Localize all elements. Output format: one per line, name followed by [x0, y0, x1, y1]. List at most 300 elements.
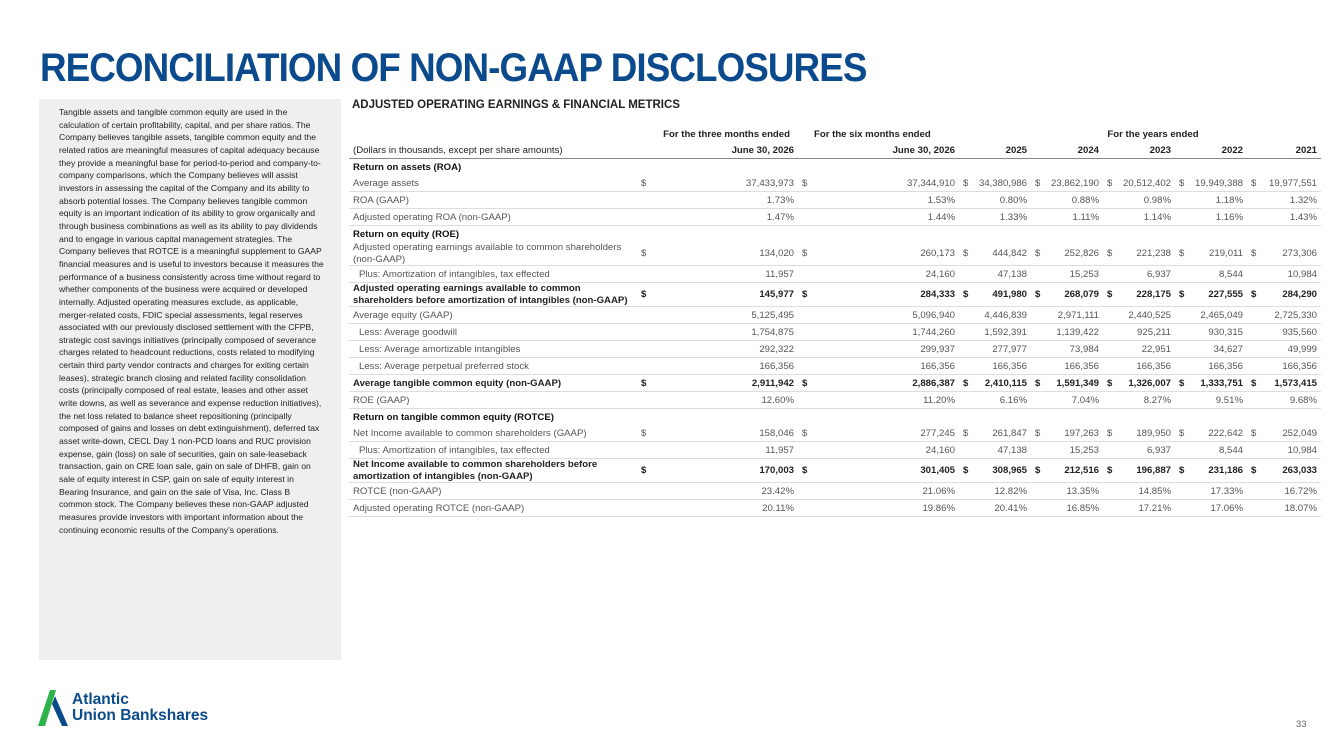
currency-symbol [1031, 307, 1045, 324]
currency-symbol [798, 266, 814, 283]
currency-symbol [1031, 209, 1045, 226]
row-label: ROA (GAAP) [349, 192, 637, 209]
cell-value: 0.80% [973, 192, 1031, 209]
cell-value: 11,957 [653, 442, 798, 459]
cell-value: 444,842 [973, 242, 1031, 266]
currency-symbol [1031, 341, 1045, 358]
currency-symbol: $ [1031, 242, 1045, 266]
logo-line-2: Union Bankshares [72, 707, 209, 724]
currency-symbol: $ [1175, 283, 1189, 307]
currency-symbol [798, 209, 814, 226]
group-three-months: For the three months ended [663, 128, 790, 140]
currency-symbol [1103, 209, 1117, 226]
cell-value: 219,011 [1189, 242, 1247, 266]
table-row [349, 324, 1321, 341]
cell-value: 10,984 [1261, 266, 1321, 283]
cell-value: 24,160 [814, 442, 959, 459]
currency-symbol [1247, 324, 1261, 341]
currency-symbol: $ [637, 283, 653, 307]
cell-value: 2,971,111 [1045, 307, 1103, 324]
currency-symbol [1247, 392, 1261, 409]
cell-value: 196,887 [1117, 459, 1175, 483]
row-label: ROTCE (non-GAAP) [349, 483, 637, 500]
currency-symbol: $ [1247, 283, 1261, 307]
table-row [349, 307, 1321, 324]
currency-symbol [1175, 266, 1189, 283]
group-years: For the years ended [1107, 128, 1199, 140]
currency-symbol [798, 483, 814, 500]
cell-value: 2,725,330 [1261, 307, 1321, 324]
currency-symbol [1103, 324, 1117, 341]
cell-value: 17.06% [1189, 500, 1247, 517]
cell-value: 6.16% [973, 392, 1031, 409]
currency-symbol [1247, 483, 1261, 500]
cell-value: 5,096,940 [814, 307, 959, 324]
currency-symbol [637, 324, 653, 341]
currency-symbol: $ [1175, 175, 1189, 192]
currency-symbol [1175, 500, 1189, 517]
cell-value: 47,138 [973, 266, 1031, 283]
cell-value: 277,977 [973, 341, 1031, 358]
currency-symbol [1031, 500, 1045, 517]
currency-symbol [1103, 483, 1117, 500]
currency-symbol [959, 442, 973, 459]
currency-symbol: $ [1103, 175, 1117, 192]
reconciliation-table [349, 126, 1321, 517]
currency-symbol [1031, 324, 1045, 341]
currency-symbol [1031, 192, 1045, 209]
cell-value: 166,356 [1117, 358, 1175, 375]
currency-symbol [1247, 209, 1261, 226]
explanation-text: Tangible assets and tangible common equity are used in the calculation of certain profitability, capital, and per share ratios. The Company believes tangible assets, tangible common equity and the related ratios are meaningful measures of capital adequacy because they provide a meaningful base for period-to-period and company-to-company comparisons, which the Company believes will assist investors in assessing the capital of the Company and its ability to absorb potential losses. The Company believes tangible common equity is an important indication of its ability to grow organically and through business combinations as well as its ability to pay dividends and to engage in various capital management strategies. The Company believes that ROTCE is a meaningful supplement to GAAP financial measures and is useful to investors because it measures the performance of a business consistently across time without regard to whether components of the business were acquired or developed internally. Adjusted operating measures exclude, as applicable, merger-related costs, FDIC special assessments, legal reserves associated with our previously disclosed settlement with the CFPB, strategic cost savings initiatives (principally composed of severance charges related to headcount reductions, costs related to modifying certain third party vendor contracts and charges for exiting certain leases), strategic branch closing and related facility consolidation costs (principally composed of real estate, leases and other asset write downs, as well as severance and expense reduction initiatives), the net loss related to balance sheet repositioning (principally composed of gains and losses on debt extinguishment), deferred tax asset write-down, CECL Day 1 non-PCD loans and RUC provision expense, gain (loss) on sale of securities, gain on sale-leaseback transaction, gain on CRE loan sale, gain on sale of DHFB, gain on sale of equity interest in CSP, gain on sale of equity interest in Bearing Insurance, and gain on the sale of Visa, Inc. Class B common stock. The Company believes these non-GAAP adjusted measures provide investors with important information about the continuing economic results of the Company's operations. [59, 107, 324, 535]
cell-value: 227,555 [1189, 283, 1247, 307]
currency-symbol [1175, 209, 1189, 226]
table-row [349, 341, 1321, 358]
cell-value: 37,433,973 [653, 175, 798, 192]
cell-value: 20,512,402 [1117, 175, 1175, 192]
cell-value: 0.98% [1117, 192, 1175, 209]
cell-value: 212,516 [1045, 459, 1103, 483]
cell-value: 301,405 [814, 459, 959, 483]
currency-symbol [1175, 358, 1189, 375]
cell-value: 292,322 [653, 341, 798, 358]
currency-symbol [637, 341, 653, 358]
currency-symbol: $ [1031, 425, 1045, 442]
currency-symbol: $ [959, 175, 973, 192]
cell-value: 12.82% [973, 483, 1031, 500]
table-row [349, 192, 1321, 209]
row-label: Net Income available to common shareholders before amortization of intangibles (non-GAAP) [349, 459, 637, 483]
cell-value: 34,627 [1189, 341, 1247, 358]
currency-symbol: $ [959, 283, 973, 307]
table-row [349, 459, 1321, 483]
cell-value: 261,847 [973, 425, 1031, 442]
table-row [349, 283, 1321, 307]
currency-symbol [959, 500, 973, 517]
cell-value: 1,326,007 [1117, 375, 1175, 392]
table-row [349, 483, 1321, 500]
cell-value: 20.41% [973, 500, 1031, 517]
table-row [349, 500, 1321, 517]
cell-value: 935,560 [1261, 324, 1321, 341]
row-label: Plus: Amortization of intangibles, tax effected [349, 442, 637, 459]
cell-value: 263,033 [1261, 459, 1321, 483]
currency-symbol: $ [1031, 459, 1045, 483]
row-label: Adjusted operating ROA (non-GAAP) [349, 209, 637, 226]
cell-value: 2,410,115 [973, 375, 1031, 392]
table-row [349, 442, 1321, 459]
table-heading: ADJUSTED OPERATING EARNINGS & FINANCIAL METRICS [352, 99, 680, 111]
cell-value: 1,573,415 [1261, 375, 1321, 392]
currency-symbol [1103, 500, 1117, 517]
cell-value: 1,592,391 [973, 324, 1031, 341]
cell-value: 20.11% [653, 500, 798, 517]
cell-value: 134,020 [653, 242, 798, 266]
currency-symbol [1175, 192, 1189, 209]
column-header: 2023 [1103, 142, 1175, 159]
currency-symbol [637, 209, 653, 226]
currency-symbol [1031, 483, 1045, 500]
currency-symbol [637, 307, 653, 324]
cell-value: 1.53% [814, 192, 959, 209]
currency-symbol [959, 324, 973, 341]
currency-symbol [798, 500, 814, 517]
cell-value: 308,965 [973, 459, 1031, 483]
currency-symbol [637, 358, 653, 375]
column-header: 2021 [1247, 142, 1321, 159]
cell-value: 1,591,349 [1045, 375, 1103, 392]
currency-symbol [1247, 442, 1261, 459]
currency-symbol [798, 341, 814, 358]
cell-value: 252,826 [1045, 242, 1103, 266]
currency-symbol [637, 266, 653, 283]
cell-value: 21.06% [814, 483, 959, 500]
currency-symbol: $ [1175, 375, 1189, 392]
period-group-row [349, 126, 1321, 142]
section-header-row [349, 409, 1321, 426]
cell-value: 1.11% [1045, 209, 1103, 226]
currency-symbol [959, 307, 973, 324]
cell-value: 24,160 [814, 266, 959, 283]
currency-symbol: $ [798, 459, 814, 483]
currency-symbol [959, 358, 973, 375]
currency-symbol [1103, 341, 1117, 358]
cell-value: 9.68% [1261, 392, 1321, 409]
table-row [349, 392, 1321, 409]
cell-value: 6,937 [1117, 266, 1175, 283]
currency-symbol: $ [1031, 283, 1045, 307]
row-label: Adjusted operating earnings available to common shareholders (non-GAAP) [349, 242, 637, 266]
currency-symbol [1175, 324, 1189, 341]
currency-symbol [1247, 192, 1261, 209]
cell-value: 4,446,839 [973, 307, 1031, 324]
cell-value: 930,315 [1189, 324, 1247, 341]
cell-value: 23,862,190 [1045, 175, 1103, 192]
currency-symbol [1247, 341, 1261, 358]
currency-symbol [1031, 266, 1045, 283]
currency-symbol: $ [1103, 283, 1117, 307]
cell-value: 2,911,942 [653, 375, 798, 392]
table-row [349, 425, 1321, 442]
cell-value: 268,079 [1045, 283, 1103, 307]
cell-value: 228,175 [1117, 283, 1175, 307]
currency-symbol [1103, 358, 1117, 375]
explanation-panel [39, 99, 341, 660]
cell-value: 189,950 [1117, 425, 1175, 442]
logo-blue-stroke [52, 696, 68, 726]
row-label: Less: Average perpetual preferred stock [349, 358, 637, 375]
cell-value: 14.85% [1117, 483, 1175, 500]
table-row [349, 175, 1321, 192]
cell-value: 221,238 [1117, 242, 1175, 266]
currency-symbol: $ [1103, 425, 1117, 442]
currency-symbol [1247, 500, 1261, 517]
currency-symbol [1103, 392, 1117, 409]
cell-value: 34,380,986 [973, 175, 1031, 192]
cell-value: 8,544 [1189, 442, 1247, 459]
section-rotce: Return on tangible common equity (ROTCE) [353, 411, 554, 423]
cell-value: 1.43% [1261, 209, 1321, 226]
cell-value: 19,949,388 [1189, 175, 1247, 192]
currency-symbol [959, 266, 973, 283]
currency-symbol [1175, 341, 1189, 358]
cell-value: 8,544 [1189, 266, 1247, 283]
cell-value: 231,186 [1189, 459, 1247, 483]
currency-symbol [1247, 266, 1261, 283]
cell-value: 1.14% [1117, 209, 1175, 226]
cell-value: 491,980 [973, 283, 1031, 307]
currency-symbol [798, 324, 814, 341]
cell-value: 273,306 [1261, 242, 1321, 266]
row-label: Net Income available to common shareholders (GAAP) [349, 425, 637, 442]
cell-value: 49,999 [1261, 341, 1321, 358]
currency-symbol [1103, 192, 1117, 209]
cell-value: 1.47% [653, 209, 798, 226]
section-roe: Return on equity (ROE) [353, 228, 460, 240]
currency-symbol: $ [637, 175, 653, 192]
cell-value: 1.33% [973, 209, 1031, 226]
currency-symbol: $ [798, 283, 814, 307]
column-header: 2025 [959, 142, 1031, 159]
cell-value: 8.27% [1117, 392, 1175, 409]
currency-symbol [959, 483, 973, 500]
cell-value: 1,744,260 [814, 324, 959, 341]
atlantic-union-logo-icon [38, 690, 70, 726]
currency-symbol: $ [1031, 175, 1045, 192]
row-label: Plus: Amortization of intangibles, tax effected [349, 266, 637, 283]
row-label: Adjusted operating earnings available to common shareholders before amortization of intangibles (non-GAAP) [349, 283, 637, 307]
currency-symbol [798, 192, 814, 209]
currency-symbol: $ [798, 175, 814, 192]
cell-value: 16.72% [1261, 483, 1321, 500]
cell-value: 5,125,495 [653, 307, 798, 324]
currency-symbol: $ [1103, 375, 1117, 392]
currency-symbol: $ [1247, 375, 1261, 392]
currency-symbol [1247, 358, 1261, 375]
currency-symbol [1175, 442, 1189, 459]
currency-symbol [1103, 307, 1117, 324]
cell-value: 1.18% [1189, 192, 1247, 209]
currency-symbol [798, 392, 814, 409]
currency-symbol [637, 500, 653, 517]
cell-value: 15,253 [1045, 266, 1103, 283]
currency-symbol [959, 341, 973, 358]
cell-value: 1.44% [814, 209, 959, 226]
cell-value: 2,465,049 [1189, 307, 1247, 324]
currency-symbol [1031, 442, 1045, 459]
cell-value: 17.33% [1189, 483, 1247, 500]
logo-line-1: Atlantic [72, 691, 129, 708]
cell-value: 6,937 [1117, 442, 1175, 459]
cell-value: 23.42% [653, 483, 798, 500]
cell-value: 252,049 [1261, 425, 1321, 442]
currency-symbol: $ [637, 242, 653, 266]
currency-symbol: $ [1103, 459, 1117, 483]
currency-symbol [637, 442, 653, 459]
cell-value: 222,642 [1189, 425, 1247, 442]
cell-value: 7.04% [1045, 392, 1103, 409]
company-logo-text [72, 692, 208, 724]
row-label: Less: Average amortizable intangibles [349, 341, 637, 358]
currency-symbol [1103, 442, 1117, 459]
table-row [349, 266, 1321, 283]
currency-symbol [1031, 358, 1045, 375]
column-header: 2022 [1175, 142, 1247, 159]
cell-value: 284,290 [1261, 283, 1321, 307]
cell-value: 15,253 [1045, 442, 1103, 459]
currency-symbol: $ [1247, 175, 1261, 192]
cell-value: 1.32% [1261, 192, 1321, 209]
currency-symbol: $ [1175, 459, 1189, 483]
cell-value: 1,333,751 [1189, 375, 1247, 392]
currency-symbol: $ [1247, 425, 1261, 442]
table-row [349, 358, 1321, 375]
cell-value: 16.85% [1045, 500, 1103, 517]
section-header-row [349, 159, 1321, 176]
currency-symbol: $ [1103, 242, 1117, 266]
row-label: Adjusted operating ROTCE (non-GAAP) [349, 500, 637, 517]
row-label: Average equity (GAAP) [349, 307, 637, 324]
column-header: June 30, 2026 [637, 142, 798, 159]
cell-value: 11,957 [653, 266, 798, 283]
cell-value: 19,977,551 [1261, 175, 1321, 192]
currency-symbol [959, 392, 973, 409]
column-header: 2024 [1031, 142, 1103, 159]
cell-value: 925,211 [1117, 324, 1175, 341]
cell-value: 22,951 [1117, 341, 1175, 358]
currency-symbol [798, 442, 814, 459]
column-header: June 30, 2026 [798, 142, 959, 159]
cell-value: 18.07% [1261, 500, 1321, 517]
cell-value: 1.16% [1189, 209, 1247, 226]
currency-symbol: $ [637, 375, 653, 392]
cell-value: 13.35% [1045, 483, 1103, 500]
currency-symbol: $ [1247, 242, 1261, 266]
cell-value: 17.21% [1117, 500, 1175, 517]
cell-value: 158,046 [653, 425, 798, 442]
cell-value: 170,003 [653, 459, 798, 483]
currency-symbol: $ [1175, 242, 1189, 266]
cell-value: 9.51% [1189, 392, 1247, 409]
currency-symbol: $ [637, 459, 653, 483]
currency-symbol [1103, 266, 1117, 283]
currency-symbol [959, 209, 973, 226]
row-label: Less: Average goodwill [349, 324, 637, 341]
cell-value: 197,263 [1045, 425, 1103, 442]
cell-value: 277,245 [814, 425, 959, 442]
column-header-row [349, 142, 1321, 159]
logo-green-stroke [38, 690, 56, 726]
cell-value: 11.20% [814, 392, 959, 409]
group-six-months: For the six months ended [814, 128, 931, 140]
cell-value: 19.86% [814, 500, 959, 517]
currency-symbol [798, 307, 814, 324]
cell-value: 284,333 [814, 283, 959, 307]
table-row [349, 242, 1321, 266]
currency-symbol [637, 192, 653, 209]
row-label: ROE (GAAP) [349, 392, 637, 409]
table-row [349, 209, 1321, 226]
page-title: RECONCILIATION OF NON-GAAP DISCLOSURES [40, 46, 867, 90]
cell-value: 166,356 [814, 358, 959, 375]
section-roa: Return on assets (ROA) [353, 161, 462, 173]
cell-value: 260,173 [814, 242, 959, 266]
currency-symbol: $ [798, 242, 814, 266]
cell-value: 166,356 [1045, 358, 1103, 375]
currency-symbol [637, 483, 653, 500]
currency-symbol [1175, 483, 1189, 500]
cell-value: 37,344,910 [814, 175, 959, 192]
cell-value: 299,937 [814, 341, 959, 358]
currency-symbol [959, 192, 973, 209]
currency-symbol [1175, 307, 1189, 324]
section-header-row [349, 226, 1321, 243]
currency-symbol: $ [1247, 459, 1261, 483]
currency-symbol [798, 358, 814, 375]
cell-value: 2,440,525 [1117, 307, 1175, 324]
cell-value: 73,984 [1045, 341, 1103, 358]
cell-value: 12.60% [653, 392, 798, 409]
currency-symbol: $ [1175, 425, 1189, 442]
cell-value: 166,356 [653, 358, 798, 375]
table-row [349, 375, 1321, 392]
currency-symbol [1247, 307, 1261, 324]
row-label: Average assets [349, 175, 637, 192]
currency-symbol [1175, 392, 1189, 409]
cell-value: 1.73% [653, 192, 798, 209]
currency-symbol: $ [798, 375, 814, 392]
cell-value: 1,139,422 [1045, 324, 1103, 341]
currency-symbol: $ [637, 425, 653, 442]
cell-value: 166,356 [1189, 358, 1247, 375]
currency-symbol: $ [959, 459, 973, 483]
row-label: Average tangible common equity (non-GAAP) [349, 375, 637, 392]
cell-value: 47,138 [973, 442, 1031, 459]
currency-symbol: $ [959, 425, 973, 442]
page-number: 33 [1296, 719, 1307, 730]
cell-value: 145,977 [653, 283, 798, 307]
cell-value: 2,886,387 [814, 375, 959, 392]
currency-symbol: $ [959, 375, 973, 392]
cell-value: 10,984 [1261, 442, 1321, 459]
currency-symbol: $ [1031, 375, 1045, 392]
cell-value: 166,356 [1261, 358, 1321, 375]
cell-value: 166,356 [973, 358, 1031, 375]
cell-value: 1,754,875 [653, 324, 798, 341]
currency-symbol: $ [959, 242, 973, 266]
column-label-header: (Dollars in thousands, except per share amounts) [349, 142, 637, 159]
currency-symbol [1031, 392, 1045, 409]
